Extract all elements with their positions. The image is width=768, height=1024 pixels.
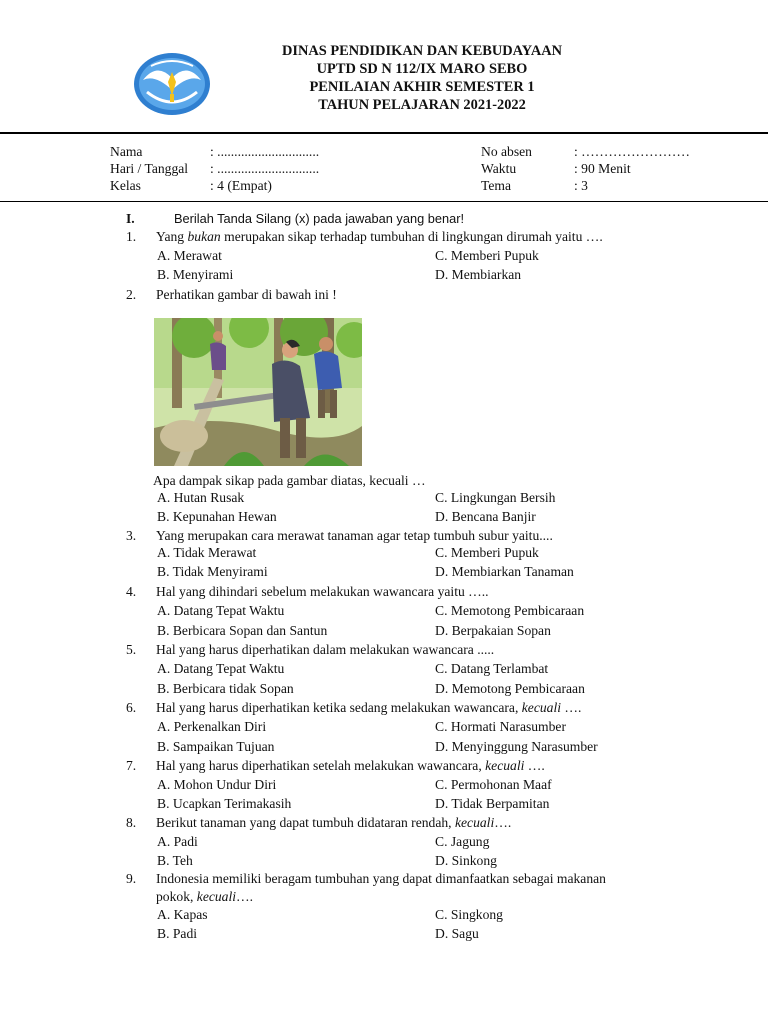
label-waktu: Waktu [481, 161, 517, 176]
option-5b[interactable]: B. Berbicara tidak Sopan [157, 681, 294, 696]
deforestation-illustration [154, 318, 362, 466]
option-5c[interactable]: C. Datang Terlambat [435, 661, 549, 676]
option-3d[interactable]: D. Membiarkan Tanaman [435, 564, 574, 579]
option-3b[interactable]: B. Tidak Menyirami [157, 564, 268, 579]
field-hari-tanggal[interactable]: : .............................. [210, 161, 320, 176]
option-2d[interactable]: D. Bencana Banjir [435, 509, 536, 524]
question-number: 5. [126, 642, 137, 657]
option-3a[interactable]: A. Tidak Merawat [157, 545, 257, 560]
option-4c[interactable]: C. Memotong Pembicaraan [435, 603, 585, 618]
question-number: 7. [126, 758, 137, 773]
label-hari-tanggal: Hari / Tanggal [110, 161, 189, 176]
question-4: 4. Hal yang dihindari sebelum melakukan wawancara yaitu ….. [126, 584, 489, 599]
question-2-prompt: Apa dampak sikap pada gambar diatas, kecuali … [153, 473, 426, 488]
option-9b[interactable]: B. Padi [157, 926, 198, 941]
option-2b[interactable]: B. Kepunahan Hewan [157, 509, 277, 524]
option-5d[interactable]: D. Memotong Pembicaraan [435, 681, 585, 696]
option-1b[interactable]: B. Menyirami [157, 267, 234, 282]
option-8c[interactable]: C. Jagung [435, 834, 490, 849]
option-2a[interactable]: A. Hutan Rusak [157, 490, 245, 505]
option-8b[interactable]: B. Teh [157, 853, 193, 868]
section-number: I. [126, 211, 135, 226]
option-8a[interactable]: A. Padi [157, 834, 198, 849]
question-6: 6. Hal yang harus diperhatikan ketika sedang melakukan wawancara, kecuali …. [126, 700, 582, 715]
option-6d[interactable]: D. Menyinggung Narasumber [435, 739, 598, 754]
option-6b[interactable]: B. Sampaikan Tujuan [157, 739, 275, 754]
question-number: 4. [126, 584, 137, 599]
option-7d[interactable]: D. Tidak Berpamitan [435, 796, 550, 811]
question-1: 1. Yang bukan merupakan sikap terhadap tumbuhan di lingkungan dirumah yaitu …. [126, 229, 603, 244]
question-8: 8. Berikut tanaman yang dapat tumbuh didataran rendah, kecuali…. [126, 815, 512, 830]
question-number: 2. [126, 287, 137, 302]
label-no-absen: No absen [481, 144, 532, 159]
option-1d[interactable]: D. Membiarkan [435, 267, 522, 282]
option-9d[interactable]: D. Sagu [435, 926, 479, 941]
question-7: 7. Hal yang harus diperhatikan setelah melakukan wawancara, kecuali …. [126, 758, 545, 773]
question-number: 3. [126, 528, 137, 543]
field-waktu: : 90 Menit [574, 161, 631, 176]
school-header [212, 42, 632, 114]
question-9: 9. Indonesia memiliki beragam tumbuhan yang dapat dimanfaatkan sebagai makanan [126, 871, 606, 886]
tut-wuri-handayani-logo [133, 52, 211, 116]
option-4b[interactable]: B. Berbicara Sopan dan Santun [157, 623, 328, 638]
option-7c[interactable]: C. Permohonan Maaf [435, 777, 552, 792]
field-no-absen[interactable]: : …………………… [574, 144, 690, 159]
field-tema: : 3 [574, 178, 588, 193]
field-kelas: : 4 (Empat) [210, 178, 272, 193]
question-number: 9. [126, 871, 137, 886]
option-7b[interactable]: B. Ucapkan Terimakasih [157, 796, 292, 811]
header-line-year: TAHUN PELAJARAN 2021-2022 [318, 97, 526, 113]
option-1c[interactable]: C. Memberi Pupuk [435, 248, 539, 263]
label-tema: Tema [481, 178, 511, 193]
identity-divider [0, 201, 768, 202]
question-number: 1. [126, 229, 137, 244]
option-3c[interactable]: C. Memberi Pupuk [435, 545, 539, 560]
question-9-continuation: pokok, kecuali…. [156, 889, 254, 904]
question-5: 5. Hal yang harus diperhatikan dalam melakukan wawancara ..... [126, 642, 495, 657]
question-2: 2. Perhatikan gambar di bawah ini ! [126, 287, 337, 302]
option-4a[interactable]: A. Datang Tepat Waktu [157, 603, 285, 618]
option-4d[interactable]: D. Berpakaian Sopan [435, 623, 551, 638]
option-8d[interactable]: D. Sinkong [435, 853, 497, 868]
option-5a[interactable]: A. Datang Tepat Waktu [157, 661, 285, 676]
option-6a[interactable]: A. Perkenalkan Diri [157, 719, 267, 734]
section-instruction: Berilah Tanda Silang (x) pada jawaban yang benar! [174, 211, 465, 226]
header-divider [0, 132, 768, 134]
header-line-school: UPTD SD N 112/IX MARO SEBO [316, 61, 528, 77]
option-7a[interactable]: A. Mohon Undur Diri [157, 777, 277, 792]
option-9a[interactable]: A. Kapas [157, 907, 208, 922]
option-2c[interactable]: C. Lingkungan Bersih [435, 490, 556, 505]
option-6c[interactable]: C. Hormati Narasumber [435, 719, 566, 734]
question-number: 8. [126, 815, 137, 830]
label-kelas: Kelas [110, 178, 141, 193]
question-3: 3. Yang merupakan cara merawat tanaman agar tetap tumbuh subur yaitu.... [126, 528, 553, 543]
header-line-agency: DINAS PENDIDIKAN DAN KEBUDAYAAN [282, 43, 562, 59]
header-line-exam: PENILAIAN AKHIR SEMESTER 1 [309, 79, 535, 95]
option-9c[interactable]: C. Singkong [435, 907, 503, 922]
question-number: 6. [126, 700, 137, 715]
option-1a[interactable]: A. Merawat [157, 248, 222, 263]
label-nama: Nama [110, 144, 143, 159]
field-nama[interactable]: : .............................. [210, 144, 320, 159]
